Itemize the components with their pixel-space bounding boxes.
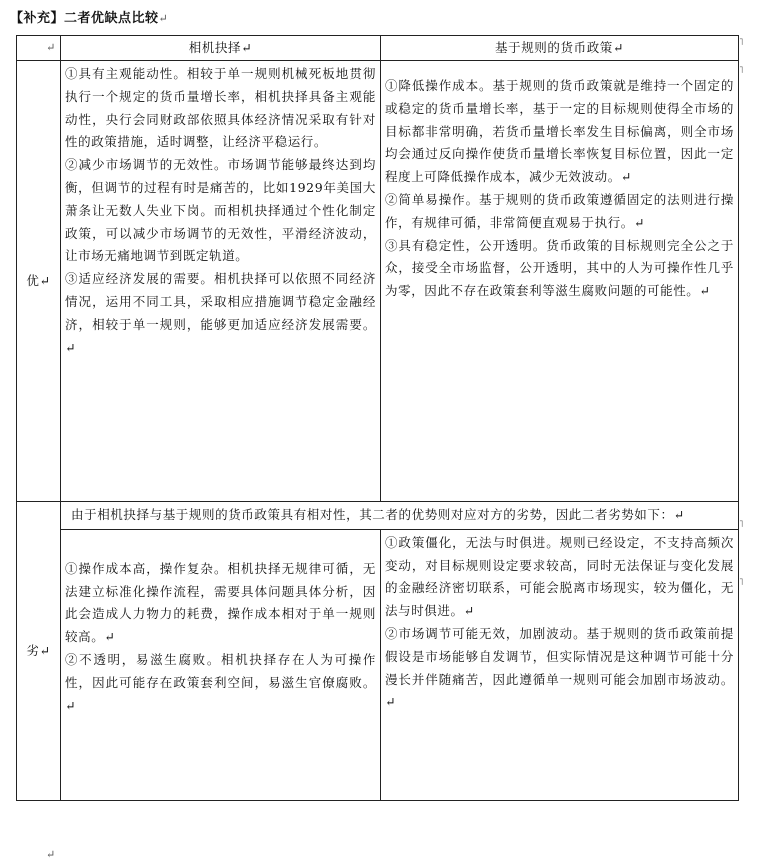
- disadvantages-label: 劣↵: [17, 502, 61, 801]
- dis-rule-point-2: ②市场调节可能无效，加剧波动。基于规则的货币政策前提假设是市场能够自发调节，但实际情况是这种调节可能十分漫长并伴随痛苦，因此遵循单一规则可能会加剧市场波动。↵: [385, 625, 734, 710]
- disadvantages-note-row: [17, 502, 739, 530]
- trailing-paragraph-mark: ↵: [46, 848, 56, 861]
- section-heading: [10, 7, 168, 26]
- advantages-rule-cell: [381, 61, 739, 502]
- dis-rule-point-1: ①政策僵化，无法与时俱进。规则已经设定，不支持高频次变动，对目标规则设定要求较高，同时无法保证与变化发展的金融经济密切联系，可能会脱离市场现实，较为僵化，无法与时俱进。↵: [385, 534, 734, 619]
- header-row: [17, 36, 739, 61]
- advantages-row: [17, 61, 739, 502]
- corner-cell: ↵: [17, 36, 61, 61]
- heading-bracket: 【补充】: [10, 11, 65, 26]
- advantages-label: 优↵: [17, 61, 61, 502]
- disadvantages-rule-cell: [381, 529, 739, 800]
- row-end-mark: ˥: [739, 38, 744, 48]
- adv-discretion-point-1: ①具有主观能动性。相较于单一规则机械死板地贯彻执行一个规定的货币量增长率，相机抉择具备主观能动性，央行会同财政部依照具体经济情况采取有针对性的政策措施，适时调整，让经济平稳运行。: [65, 66, 376, 150]
- dis-discretion-point-1: ①操作成本高，操作复杂。相机抉择无规律可循，无法建立标准化操作流程，需要具体问题具体分析，因此会造成人力物力的耗费，操作成本相对于单一规则较高。↵: [65, 560, 376, 645]
- col-header-discretion: 相机抉择↵: [61, 36, 381, 61]
- adv-rule-point-2: ②简单易操作。基于规则的货币政策遵循固定的法则进行操作，有规律可循，非常简便直观易于执行。↵: [385, 191, 734, 230]
- heading-title: 二者优缺点比较: [64, 11, 159, 26]
- heading-paragraph-mark: ↵: [158, 12, 169, 25]
- col-header-rule-based: 基于规则的货币政策↵: [381, 36, 739, 61]
- row-end-mark: ˥: [739, 66, 744, 76]
- adv-rule-point-1: ①降低操作成本。基于规则的货币政策就是维持一个固定的或稳定的货币量增长率，基于一定的目标规则使得全市场的目标都非常明确，若货币量增长率发生目标偏离，则全市场均会通过反向操作使货币量增长率恢复目标位置，因此一定程度上可降低操作成本，减少无效波动。↵: [385, 78, 734, 185]
- disadvantages-discretion-cell: [61, 529, 381, 800]
- adv-rule-point-3: ③具有稳定性，公开透明。货币政策的目标规则完全公之于众，接受全市场监督，公开透明，其中的人为可操作性几乎为零，因此不存在政策套利等滋生腐败问题的可能性。↵: [385, 237, 734, 299]
- adv-discretion-point-2: ②减少市场调节的无效性。市场调节能够最终达到均衡，但调节的过程有时是痛苦的，比如1929年美国大萧条让无数人失业下岗。而相机抉择通过个性化制定政策，可以减少市场调节的无效性，平滑经济波动，让市场无痛地调节到既定轨道。: [65, 157, 376, 264]
- adv-discretion-point-3: ③适应经济发展的需要。相机抉择可以依照不同经济情况，运用不同工具，采取相应措施调节稳定金融经济，相较于单一规则，能够更加适应经济发展需要。↵: [65, 271, 376, 355]
- comparison-table: [16, 35, 739, 801]
- dis-discretion-point-2: ②不透明，易滋生腐败。相机抉择存在人为可操作性，因此可能存在政策套利空间，易滋生官僚腐败。↵: [65, 651, 376, 713]
- advantages-discretion-cell: [61, 61, 381, 502]
- row-end-mark: ˥: [739, 578, 744, 588]
- row-end-mark: ˥: [739, 520, 744, 530]
- disadvantages-note: 由于相机抉择与基于规则的货币政策具有相对性，其二者的优势则对应对方的劣势，因此二者劣势如下：↵: [61, 502, 739, 530]
- disadvantages-row: [17, 529, 739, 800]
